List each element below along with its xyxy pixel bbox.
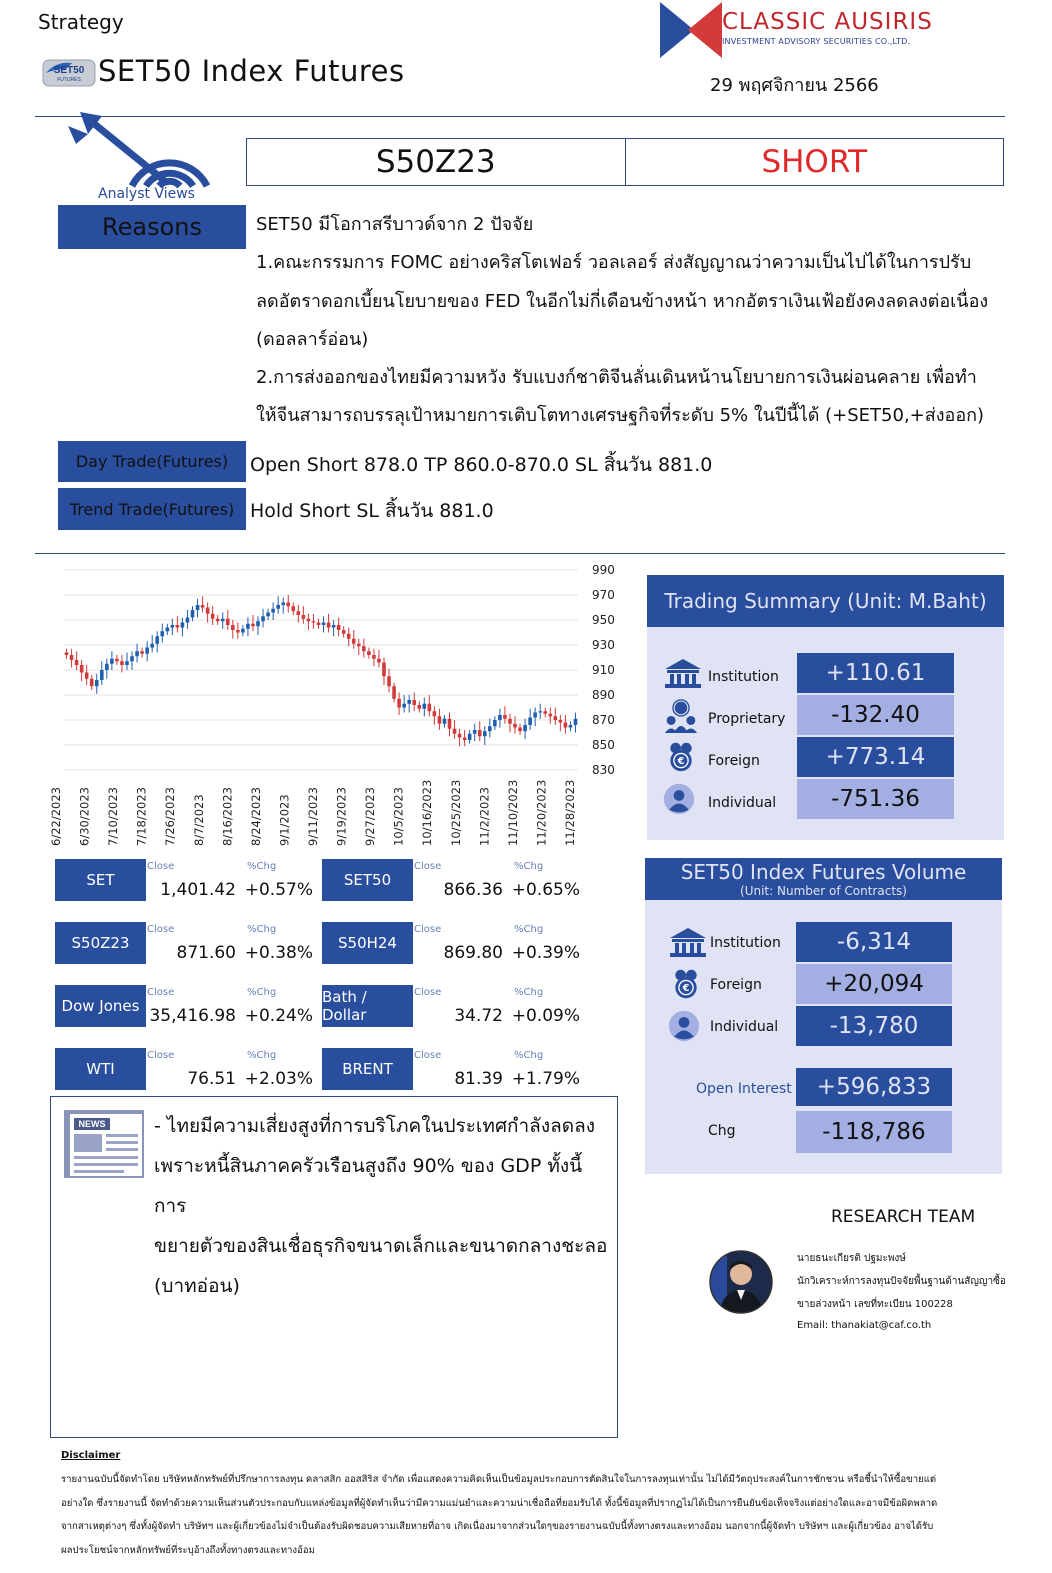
y-tick-label: 890 [592, 688, 615, 702]
candle-body [130, 656, 134, 661]
foreign-icon [663, 741, 699, 777]
candle-body [171, 625, 175, 628]
market-chg-label: %Chg [247, 1050, 277, 1061]
candle-body [135, 651, 139, 656]
x-tick-label: 8/7/2023 [191, 794, 206, 846]
disclaimer-line: อย่างใด ซึ่งรายงานนี้ จัดทำด้วยความเห็นส่วนตัวประกอบกับแหล่งข้อมูลที่ผู้จัดทำเห็นว่ามีความแม่นยำและความน่าเชื่อถือที่ยอมรับได้ ทั้งนี้ข้อมูลที่ปรากฏไม่ได้เป็นการยืนยันข้อเท็จจริงแต่อย่างใดและอาจมีข้อผิดพลาด [61, 1497, 938, 1509]
candle-body [357, 644, 361, 647]
candle-body [317, 623, 321, 626]
reason-line: ลดอัตราดอกเบี้ยนโยบายของ FED ในอีกไม่กี่เดือนข้างหน้า หากอัตราเงินเฟ้อยังคงลดลงต่อเนื่อง [256, 290, 989, 312]
y-tick-label: 910 [592, 663, 615, 677]
institution-icon [668, 926, 708, 962]
participant-label: Proprietary [708, 711, 786, 727]
candle-body [498, 715, 502, 720]
market-close-label: Close [414, 987, 442, 998]
candle-body [407, 700, 411, 704]
market-close-value: 35,416.98 [149, 1006, 236, 1026]
market-close-value: 871.60 [176, 943, 236, 963]
candle-body [266, 613, 270, 617]
candle-body [80, 665, 84, 673]
x-tick-label: 7/18/2023 [134, 787, 149, 846]
x-tick-label: 10/5/2023 [391, 787, 406, 846]
candle-body [347, 634, 351, 639]
candle-body [463, 738, 467, 741]
disclaimer-line: ผลประโยชน์จากหลักทรัพย์ที่ระบุอ้างถึงทั้งทางตรงและทางอ้อม [61, 1544, 315, 1556]
candle-body [70, 655, 74, 660]
open-interest-value: +596,833 [796, 1068, 952, 1106]
candle-body [271, 609, 275, 613]
candle-body [473, 730, 477, 734]
market-close-label: Close [414, 924, 442, 935]
candle-body [75, 660, 79, 665]
trend-trade-text: Hold Short SL สิ้นวัน 881.0 [250, 500, 494, 522]
participant-value: -13,780 [796, 1006, 952, 1046]
reason-line: 1.คณะกรรมการ FOMC อย่างคริสโตเฟอร์ วอลเลอร์ ส่งสัญญาณว่าความเป็นไปได้ในการปรับ [256, 252, 972, 274]
market-chg-value: +0.57% [244, 880, 313, 900]
candle-body [286, 603, 290, 607]
candle-body [236, 630, 240, 633]
participant-value: -132.40 [797, 695, 954, 735]
market-close-label: Close [147, 861, 175, 872]
proprietary-icon [663, 699, 699, 737]
market-close-label: Close [147, 987, 175, 998]
candle-body [488, 726, 492, 731]
reason-line: SET50 มีโอกาสรีบาวด์จาก 2 ปัจจัย [256, 214, 534, 235]
candle-body [528, 718, 532, 726]
candle-body [291, 606, 295, 611]
candle-body [145, 648, 149, 654]
candle-body [564, 723, 568, 728]
market-close-label: Close [147, 1050, 175, 1061]
reason-line: ให้จีนสามารถบรรลุเป้าหมายการเติบโตทางเศรษฐกิจที่ระดับ 5% ในปีนี้ได้ (+SET50,+ส่งออก) [256, 405, 985, 427]
participant-label: Foreign [708, 753, 760, 769]
participant-value: +110.61 [797, 653, 954, 693]
open-interest-chg-label: Chg [708, 1123, 736, 1139]
x-tick-label: 9/11/2023 [306, 787, 320, 846]
y-tick-label: 830 [592, 763, 615, 777]
set50-candlestick-chart [30, 560, 640, 860]
y-tick-label: 870 [592, 713, 615, 727]
candle-body [231, 625, 235, 630]
market-close-value: 1,401.42 [160, 880, 236, 900]
market-chg-label: %Chg [514, 924, 544, 935]
candle-body [458, 734, 462, 738]
candle-body [337, 625, 341, 630]
candle-body [216, 619, 220, 622]
svg-text:SET50: SET50 [53, 65, 85, 76]
candle-body [95, 680, 99, 686]
candle-body [166, 628, 170, 632]
disclaimer-line: จากสาเหตุต่างๆ ซึ่งทั้งผู้จัดทำ บริษัทฯ และผู้เกี่ยวข้องไม่จำเป็นต้องรับผิดชอบความเสียหายที่อาจ เกิดเนื่องมาจากส่วนใดๆของรายงานฉบับนี้ทั้งทางตรงและทางอ้อม นอกจากนี้ผู้จัดทำ บริษัทฯ และผู้เกี่ยวข้อง อาจได้รับ [61, 1521, 934, 1532]
candle-body [90, 679, 94, 687]
candle-body [468, 734, 472, 740]
candle-body [387, 676, 391, 686]
market-chg-value: +2.03% [244, 1069, 313, 1089]
candle-body [483, 731, 487, 736]
candle-body [574, 719, 578, 725]
candle-body [448, 719, 452, 729]
y-tick-label: 950 [592, 613, 615, 627]
y-tick-label: 930 [592, 638, 615, 652]
participant-label: Individual [708, 795, 777, 811]
market-close-value: 81.39 [454, 1069, 503, 1089]
candle-body [281, 603, 285, 606]
candle-body [327, 623, 331, 628]
candle-body [186, 618, 190, 623]
candle-body [211, 614, 215, 619]
x-tick-label: 6/30/2023 [77, 787, 92, 846]
market-chg-value: +0.24% [244, 1006, 313, 1026]
candle-body [206, 608, 210, 614]
news-text [154, 1106, 614, 1306]
market-close-value: 76.51 [187, 1069, 236, 1089]
candle-body [120, 661, 124, 665]
candle-body [423, 704, 427, 709]
news-icon [62, 1106, 152, 1182]
candle-body [322, 623, 326, 626]
candle-body [543, 711, 547, 714]
candle-body [417, 705, 421, 709]
x-tick-label: 10/25/2023 [448, 779, 463, 846]
svg-text:€: € [677, 756, 685, 768]
individual-icon [663, 783, 695, 819]
x-tick-label: 6/22/2023 [49, 787, 63, 846]
x-tick-label: 7/10/2023 [106, 787, 121, 846]
trading-summary-title: Trading Summary (Unit: M.Baht) [647, 575, 1004, 627]
market-label: Bath / Dollar [322, 985, 413, 1027]
market-chg-label: %Chg [247, 924, 277, 935]
page-title: SET50 Index Futures [98, 54, 405, 88]
institution-icon [663, 657, 703, 693]
market-chg-label: %Chg [247, 987, 277, 998]
x-tick-label: 9/27/2023 [363, 787, 378, 846]
market-label: WTI [55, 1048, 146, 1090]
candle-body [493, 720, 497, 726]
news-line: (บาทอ่อน) [154, 1275, 240, 1297]
market-label: S50H24 [322, 922, 413, 964]
candle-body [433, 711, 437, 716]
reasons-label: Reasons [58, 205, 246, 249]
market-label: Dow Jones [55, 985, 146, 1027]
market-close-value: 869.80 [443, 943, 503, 963]
open-interest-label: Open Interest [696, 1081, 792, 1097]
candle-body [362, 646, 366, 651]
divider [35, 553, 1005, 554]
analyst-email: Email: thanakiat@caf.co.th [797, 1320, 932, 1331]
candle-body [302, 615, 306, 619]
candle-body [453, 729, 457, 734]
market-chg-label: %Chg [514, 861, 544, 872]
candle-body [412, 700, 416, 705]
position-recommendation: SHORT [761, 144, 868, 180]
candle-body [312, 621, 316, 622]
research-team-title: RESEARCH TEAM [831, 1207, 976, 1227]
x-tick-label: 11/28/2023 [563, 779, 577, 846]
disclaimer-title: Disclaimer [61, 1450, 121, 1461]
x-tick-label: 8/16/2023 [220, 787, 235, 846]
news-line: เพราะหนี้สินภาคครัวเรือนสูงถึง 90% ของ GDP ทั้งนี้การ [154, 1155, 583, 1217]
participant-label: Individual [710, 1019, 779, 1035]
candle-body [397, 699, 401, 708]
x-tick-label: 9/19/2023 [334, 787, 349, 846]
x-tick-label: 8/24/2023 [248, 787, 263, 846]
candle-body [105, 664, 109, 670]
candle-body [261, 616, 265, 621]
market-label: SET50 [322, 859, 413, 901]
y-tick-label: 990 [592, 563, 615, 577]
candle-body [352, 639, 356, 644]
candle-body [256, 621, 260, 626]
candle-body [181, 623, 185, 628]
participant-value: -751.36 [797, 779, 954, 819]
candle-body [342, 630, 346, 634]
x-tick-label: 11/20/2023 [534, 779, 549, 846]
candle-body [251, 624, 255, 627]
candle-body [443, 719, 447, 724]
candle-body [402, 704, 406, 708]
candle-body [276, 605, 280, 609]
candle-body [160, 631, 164, 636]
market-chg-value: +0.38% [244, 943, 313, 963]
analyst-title: นักวิเคราะห์การลงทุนปัจจัยพื้นฐานด้านสัญญาซื้อ [797, 1276, 1006, 1287]
candle-body [559, 720, 563, 723]
foreign-icon [668, 968, 704, 1004]
company-logo [660, 2, 722, 58]
market-label: SET [55, 859, 146, 901]
candle-body [191, 610, 195, 618]
participant-label: Institution [710, 935, 781, 951]
market-close-value: 866.36 [443, 880, 503, 900]
candle-body [125, 661, 129, 665]
contract-position-box [246, 138, 1004, 186]
candle-body [438, 716, 442, 724]
market-chg-label: %Chg [514, 1050, 544, 1061]
reason-line: (ดอลลาร์อ่อน) [256, 328, 369, 350]
candle-body [428, 704, 432, 712]
candle-body [140, 651, 144, 654]
candle-body [377, 659, 381, 663]
reason-line: 2.การส่งออกของไทยมีความหวัง รับแบงก์ชาติจีนลั่นเดินหน้านโยบายการเงินผ่อนคลาย เพื่อทำ [256, 367, 977, 389]
news-line: - ไทยมีความเสี่ยงสูงที่การบริโภคในประเทศกำลังลดลง [154, 1115, 595, 1137]
market-chg-value: +0.39% [511, 943, 580, 963]
svg-text:FUTURES: FUTURES [57, 77, 81, 83]
x-tick-label: 11/10/2023 [505, 779, 520, 846]
y-tick-label: 970 [592, 588, 615, 602]
market-close-label: Close [414, 861, 442, 872]
analyst-registration: ขายล่วงหน้า เลขที่ทะเบียน 100228 [797, 1299, 953, 1310]
candle-body [241, 629, 245, 633]
section-label: Strategy [38, 10, 124, 34]
market-chg-label: %Chg [247, 861, 277, 872]
candle-body [307, 619, 311, 622]
analyst-name: นายธนะเกียรติ ปฐมะพงษ์ [797, 1253, 906, 1264]
candle-body [548, 714, 552, 717]
contract-name: S50Z23 [247, 139, 626, 185]
candle-body [538, 711, 542, 712]
candle-body [382, 663, 386, 677]
candle-body [372, 655, 376, 659]
candle-body [523, 725, 527, 731]
x-tick-label: 10/16/2023 [420, 779, 435, 846]
candle-body [65, 653, 69, 656]
candle-body [201, 605, 205, 608]
analyst-avatar [709, 1250, 773, 1314]
set50-logo [42, 57, 96, 89]
candle-body [85, 673, 89, 679]
futures-volume-subtitle: (Unit: Number of Contracts) [740, 884, 907, 898]
candle-body [100, 670, 104, 680]
futures-volume-header [645, 858, 1002, 900]
svg-text:€: € [682, 983, 690, 995]
candle-body [392, 686, 396, 699]
analyst-views-label: Analyst Views [98, 186, 195, 202]
open-interest-chg-value: -118,786 [796, 1111, 952, 1153]
candle-body [503, 715, 507, 719]
participant-label: Institution [708, 669, 779, 685]
trend-trade-label: Trend Trade(Futures) [58, 488, 246, 530]
candle-body [554, 716, 558, 720]
candle-body [226, 619, 230, 625]
day-trade-label: Day Trade(Futures) [58, 441, 246, 482]
candle-body [110, 659, 114, 664]
candle-body [297, 611, 301, 615]
individual-icon [668, 1010, 700, 1046]
day-trade-text: Open Short 878.0 TP 860.0-870.0 SL สิ้นวัน 881.0 [250, 454, 713, 476]
candle-body [367, 651, 371, 655]
participant-value: -6,314 [796, 922, 952, 962]
candle-body [115, 659, 119, 662]
candle-body [569, 725, 573, 728]
candle-body [478, 730, 482, 736]
company-subtitle: INVESTMENT ADVISORY SECURITIES CO.,LTD. [722, 37, 911, 46]
x-tick-label: 7/26/2023 [163, 787, 178, 846]
participant-label: Foreign [710, 977, 762, 993]
y-tick-label: 850 [592, 738, 615, 752]
candle-body [513, 724, 517, 728]
market-close-label: Close [414, 1050, 442, 1061]
candle-body [332, 625, 336, 628]
candle-body [508, 719, 512, 724]
news-line: ขยายตัวของสินเชื่อธุรกิจขนาดเล็กและขนาดกลางชะลอ [154, 1235, 608, 1257]
market-label: BRENT [322, 1048, 413, 1090]
market-label: S50Z23 [55, 922, 146, 964]
company-name: CLASSIC AUSIRIS [722, 9, 933, 35]
market-close-label: Close [147, 924, 175, 935]
market-chg-label: %Chg [514, 987, 544, 998]
candle-body [176, 625, 180, 628]
x-tick-label: 11/2/2023 [477, 787, 492, 846]
disclaimer-line: รายงานฉบับนี้จัดทำโดย บริษัทหลักทรัพย์ที่ปรึกษาการลงทุน คลาสสิก ออสสิริส จำกัด เพื่อแสดงความคิดเห็นเป็นข้อมูลประกอบการตัดสินใจในการลงทุนเท่านั้น ไม่ได้มีวัตถุประสงค์ในการชักชวน หรือชี้นำให้ซื้อขายแต่ [61, 1474, 937, 1485]
market-chg-value: +0.65% [511, 880, 580, 900]
candle-body [533, 713, 537, 718]
participant-value: +773.14 [797, 737, 954, 777]
x-tick-label: 9/1/2023 [277, 794, 292, 846]
candle-body [221, 619, 225, 622]
market-close-value: 34.72 [454, 1006, 503, 1026]
candle-body [246, 624, 250, 629]
news-icon-label: NEWS [78, 1119, 106, 1129]
market-chg-value: +1.79% [511, 1069, 580, 1089]
reasons-text [256, 206, 1036, 436]
futures-volume-title: SET50 Index Futures Volume [680, 860, 967, 884]
disclaimer-text [61, 1468, 1021, 1562]
participant-value: +20,094 [796, 964, 952, 1004]
market-chg-value: +0.09% [511, 1006, 580, 1026]
candle-body [155, 636, 159, 644]
candle-body [196, 605, 200, 610]
report-date: 29 พฤศจิกายน 2566 [710, 75, 879, 96]
candle-body [150, 644, 154, 648]
candle-body [518, 728, 522, 732]
